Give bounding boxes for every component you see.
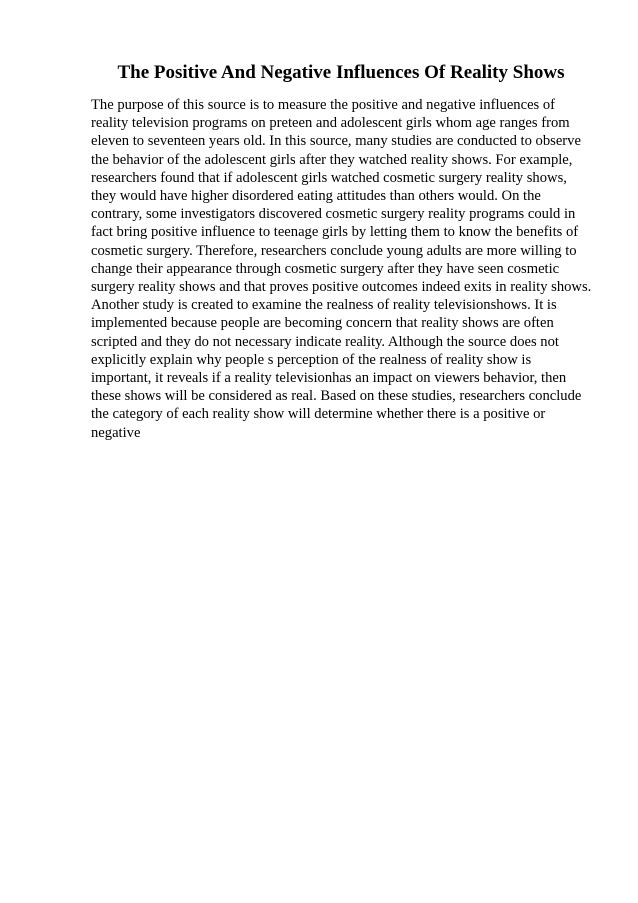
paragraph-line: scripted and they do not necessary indicate reality. Although the source does not: [91, 333, 559, 350]
paragraph-line: reality television programs on preteen and adolescent girls whom age ranges from: [91, 115, 570, 132]
paragraph-line: explicitly explain why people s perception of the realness of reality show is: [91, 351, 532, 368]
paragraph-line: change their appearance through cosmetic surgery after they have seen cosmetic: [91, 260, 560, 277]
paragraph-line: fact bring positive influence to teenage girls by letting them to know the benefits of: [91, 224, 579, 241]
paragraph-line: contrary, some investigators discovered cosmetic surgery reality programs could in: [91, 206, 576, 223]
paragraph-line: important, it reveals if a reality televisionhas an impact on viewers behavior, then: [91, 370, 567, 387]
document-title: The Positive And Negative Influences Of Reality Shows: [117, 62, 565, 83]
paragraph-line: cosmetic surgery. Therefore, researchers conclude young adults are more willing to: [91, 242, 577, 259]
paragraph-line: these shows will be considered as real. Based on these studies, researchers conclude: [91, 388, 582, 405]
paragraph-line: eleven to seventeen years old. In this source, many studies are conducted to observe: [91, 133, 581, 150]
paragraph-line: The purpose of this source is to measure the positive and negative influences of: [91, 97, 556, 113]
paragraph-line: implemented because people are becoming concern that reality shows are often: [91, 315, 554, 332]
paragraph-line: they would have higher disordered eating attitudes than others would. On the: [91, 188, 541, 205]
paragraph-line: the behavior of the adolescent girls after they watched reality shows. For example,: [91, 151, 573, 168]
body-paragraph: [91, 96, 611, 442]
paragraph-line: surgery reality shows and that proves positive outcomes indeed exits in reality shows.: [91, 279, 592, 296]
paragraph-line: researchers found that if adolescent girls watched cosmetic surgery reality shows,: [91, 169, 567, 186]
paragraph-line: the category of each reality show will determine whether there is a positive or: [91, 406, 546, 423]
paragraph-line: negative: [91, 424, 141, 441]
paragraph-line: Another study is created to examine the realness of reality televisionshows. It is: [91, 297, 557, 314]
